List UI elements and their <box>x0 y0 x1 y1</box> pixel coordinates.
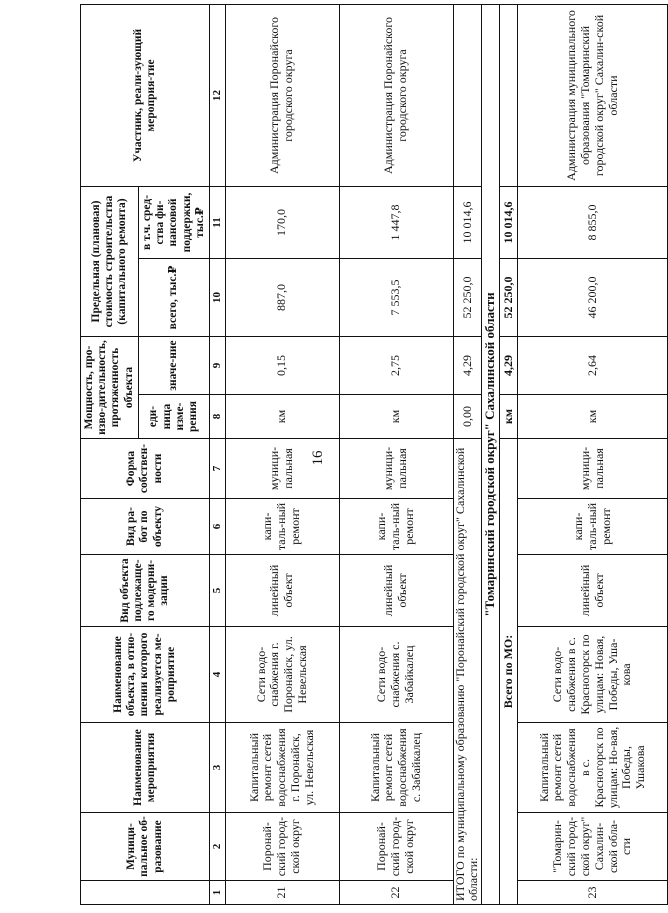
col-number: 12 <box>209 5 225 187</box>
total-cell: 7 553,5 <box>339 259 453 337</box>
unit-cell: км <box>225 395 339 439</box>
header-unit: еди-ница изме-рения <box>138 395 209 439</box>
vsego-row <box>500 5 518 905</box>
col-number: 1 <box>209 881 225 905</box>
projects-table <box>80 4 668 905</box>
col-number: 9 <box>209 337 225 395</box>
landscape-sheet <box>80 5 648 905</box>
event-cell: Капитальный ремонт сетей водоснабжения в с. Красногорск по улицам: Но-вая, Победы, Ушакова <box>518 723 668 813</box>
header-municipality: Муници-пальное об-разование <box>81 813 210 881</box>
row-number: 22 <box>339 881 453 905</box>
municipality-cell: "Томарин-ский город-ской округ" Сахалин-ской обла-сти <box>518 813 668 881</box>
row-number: 21 <box>225 881 339 905</box>
col-number: 8 <box>209 395 225 439</box>
col-number: 6 <box>209 499 225 555</box>
itogo-total: 52 250,0 <box>453 259 482 337</box>
header-capacity: Мощность, про-изво-дительность, протяженность объекта <box>81 337 139 439</box>
total-cell: 46 200,0 <box>518 259 668 337</box>
actor-cell: Администрация Поронайского городского округа <box>225 5 339 187</box>
object-cell: Сети водо-снабжения г. Поронайск, ул. Невельская <box>225 627 339 723</box>
page-number: 16 <box>310 450 326 466</box>
header-total: всего, тыс.₽ <box>138 259 209 337</box>
column-numbers-row <box>209 5 225 905</box>
vsego-support: 10 014,6 <box>500 187 518 259</box>
col-number: 7 <box>209 439 225 499</box>
row-number: 23 <box>518 881 668 905</box>
unit-cell: км <box>339 395 453 439</box>
header-cost: Предельная (плановая) стоимость строительства (капитального ремонта) <box>81 187 139 337</box>
header-object: Наименование объекта, в отно-шении которого реализуется ме-роприятие <box>81 627 210 723</box>
header-work-type: Вид ра-бот по объекту <box>81 499 210 555</box>
header-value: значе-ние <box>138 337 209 395</box>
value-cell: 2,64 <box>518 337 668 395</box>
header-event: Наименование мероприятия <box>81 723 210 813</box>
itogo-support: 10 014,6 <box>453 187 482 259</box>
col-number: 11 <box>209 187 225 259</box>
ownership-cell: муници-пальная <box>339 439 453 499</box>
object-type-cell: линейный объект <box>225 555 339 627</box>
ownership-cell: муници-пальная <box>518 439 668 499</box>
section-title: "Томаринский городской округ" Сахалинской области <box>482 5 500 905</box>
work-type-cell: капи-таль-ный ремонт <box>225 499 339 555</box>
itogo-label: ИТОГО по муниципальному образованию "Поронайский городской округ" Сахалинской области: <box>453 439 482 905</box>
value-cell: 0,15 <box>225 337 339 395</box>
header-object-type: Вид объекта подлежаще-го модерни-зации <box>81 555 210 627</box>
table-row <box>225 5 339 905</box>
object-cell: Сети водо-снабжения с. Забайкалец <box>339 627 453 723</box>
object-type-cell: линейный объект <box>518 555 668 627</box>
itogo-row <box>453 5 482 905</box>
municipality-cell: Поронай-ский город-ской округ <box>225 813 339 881</box>
vsego-empty <box>500 5 518 187</box>
itogo-value: 0,00 <box>453 395 482 439</box>
vsego-total: 52 250,0 <box>500 259 518 337</box>
work-type-cell: капи-таль-ный ремонт <box>518 499 668 555</box>
vsego-unit: км <box>500 395 518 439</box>
col-number: 10 <box>209 259 225 337</box>
event-cell: Капитальный ремонт сетей водоснабжения с. Забайкалец <box>339 723 453 813</box>
header-support: в т.ч. сред-ства фи-нансовой поддержки, тыс.₽ <box>138 187 209 259</box>
col-number: 5 <box>209 555 225 627</box>
header-actor: Участник, реали-зующий мероприя-тие <box>81 5 210 187</box>
work-type-cell: капи-таль-ный ремонт <box>339 499 453 555</box>
support-cell: 170,0 <box>225 187 339 259</box>
object-type-cell: линейный объект <box>339 555 453 627</box>
col-number: 2 <box>209 813 225 881</box>
col-number: 3 <box>209 723 225 813</box>
value-cell: 2,75 <box>339 337 453 395</box>
itogo-length: 4,29 <box>453 337 482 395</box>
vsego-label: Всего по МО: <box>500 439 518 905</box>
vsego-value: 4,29 <box>500 337 518 395</box>
municipality-cell: Поронай-ский город-ской округ <box>339 813 453 881</box>
table-row <box>518 5 668 905</box>
actor-cell: Администрация Поронайского городского округа <box>339 5 453 187</box>
ownership-cell: муници-пальная <box>225 439 339 499</box>
object-cell: Сети водо-снабжения в с. Красногорск по улицам: Новая, Победы, Уша-кова <box>518 627 668 723</box>
table-row <box>339 5 453 905</box>
header-ownership: Форма собствен-ности <box>81 439 210 499</box>
support-cell: 1 447,8 <box>339 187 453 259</box>
header-row-1 <box>81 5 139 905</box>
col-number: 4 <box>209 627 225 723</box>
header-col-1 <box>81 881 210 905</box>
support-cell: 8 855,0 <box>518 187 668 259</box>
event-cell: Капитальный ремонт сетей водоснабжения г. Поронайск, ул. Невельская <box>225 723 339 813</box>
section-row <box>482 5 500 905</box>
itogo-empty <box>453 5 482 187</box>
unit-cell: км <box>518 395 668 439</box>
total-cell: 887,0 <box>225 259 339 337</box>
actor-cell: Администрация муниципального образования "Томаринский городской округ" Сахалин-ской области <box>518 5 668 187</box>
